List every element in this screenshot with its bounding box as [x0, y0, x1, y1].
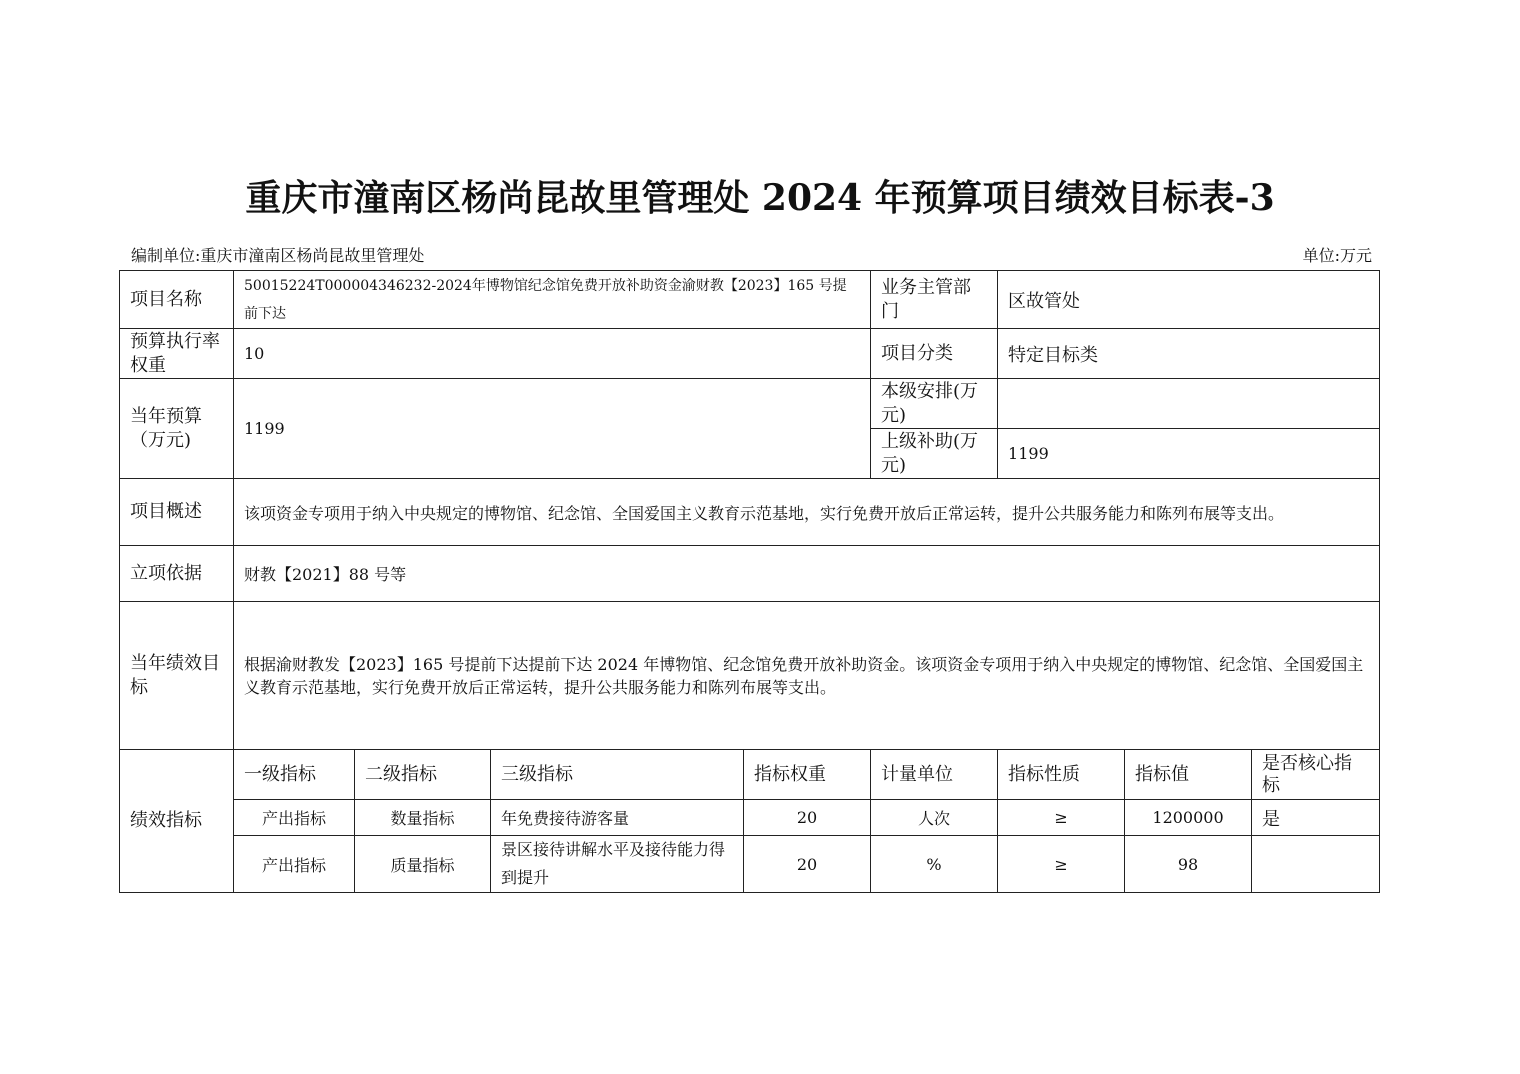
cell-unit: %: [871, 836, 998, 893]
budget-label: 当年预算（万元): [120, 379, 234, 479]
indicator-row: [120, 836, 1380, 893]
category-value: 特定目标类: [998, 329, 1380, 379]
cell-weight: 20: [744, 836, 871, 893]
performance-table: [119, 270, 1380, 893]
cell-level1: 产出指标: [234, 800, 355, 836]
cell-nature: ≥: [998, 836, 1125, 893]
cell-level3: 年免费接待游客量: [491, 800, 744, 836]
goal-value: 根据渝财教发【2023】165 号提前下达提前下达 2024 年博物馆、纪念馆免费开放补助资金。该项资金专项用于纳入中央规定的博物馆、纪念馆、全国爱国主义教育示范基地，实行免费开放后正常运转，提升公共服务能力和陈列布展等支出。: [234, 602, 1380, 750]
header-unit: 计量单位: [871, 750, 998, 800]
rate-value: 10: [234, 329, 871, 379]
row-overview: [120, 479, 1380, 546]
row-goal: [120, 602, 1380, 750]
goal-label: 当年绩效目标: [120, 602, 234, 750]
budget-value: 1199: [234, 379, 871, 479]
category-label: 项目分类: [871, 329, 998, 379]
header-value: 指标值: [1125, 750, 1252, 800]
upper-value: 1199: [998, 429, 1380, 479]
indicator-header-row: [120, 750, 1380, 800]
project-name-value: 50015224T000004346232-2024年博物馆纪念馆免费开放补助资金渝财教【2023】165 号提前下达: [234, 271, 871, 329]
upper-label: 上级补助(万元): [871, 429, 998, 479]
header-core: 是否核心指标: [1252, 750, 1380, 800]
indicator-row: [120, 800, 1380, 836]
cell-value: 1200000: [1125, 800, 1252, 836]
header-level2: 二级指标: [355, 750, 491, 800]
overview-value: 该项资金专项用于纳入中央规定的博物馆、纪念馆、全国爱国主义教育示范基地，实行免费开放后正常运转，提升公共服务能力和陈列布展等支出。: [234, 479, 1380, 546]
cell-level2: 数量指标: [355, 800, 491, 836]
row-budget: [120, 379, 1380, 429]
local-label: 本级安排(万元): [871, 379, 998, 429]
row-exec-rate: [120, 329, 1380, 379]
prepared-by: 编制单位:重庆市潼南区杨尚昆故里管理处: [131, 246, 425, 265]
row-project-name: [120, 271, 1380, 329]
basis-label: 立项依据: [120, 546, 234, 602]
header-nature: 指标性质: [998, 750, 1125, 800]
cell-level3: 景区接待讲解水平及接待能力得到提升: [491, 836, 744, 893]
header-level1: 一级指标: [234, 750, 355, 800]
cell-value: 98: [1125, 836, 1252, 893]
cell-unit: 人次: [871, 800, 998, 836]
cell-level1: 产出指标: [234, 836, 355, 893]
row-basis: [120, 546, 1380, 602]
dept-label: 业务主管部门: [871, 271, 998, 329]
local-value: [998, 379, 1380, 429]
overview-label: 项目概述: [120, 479, 234, 546]
unit-label: 单位:万元: [1302, 246, 1372, 265]
cell-weight: 20: [744, 800, 871, 836]
cell-level2: 质量指标: [355, 836, 491, 893]
rate-label: 预算执行率权重: [120, 329, 234, 379]
basis-value: 财教【2021】88 号等: [234, 546, 1380, 602]
indicators-label: 绩效指标: [120, 750, 234, 893]
cell-core: [1252, 836, 1380, 893]
header-level3: 三级指标: [491, 750, 744, 800]
project-name-label: 项目名称: [120, 271, 234, 329]
cell-nature: ≥: [998, 800, 1125, 836]
header-weight: 指标权重: [744, 750, 871, 800]
cell-core: 是: [1252, 800, 1380, 836]
dept-value: 区故管处: [998, 271, 1380, 329]
page-title: 重庆市潼南区杨尚昆故里管理处 2024 年预算项目绩效目标表-3: [245, 177, 1275, 219]
